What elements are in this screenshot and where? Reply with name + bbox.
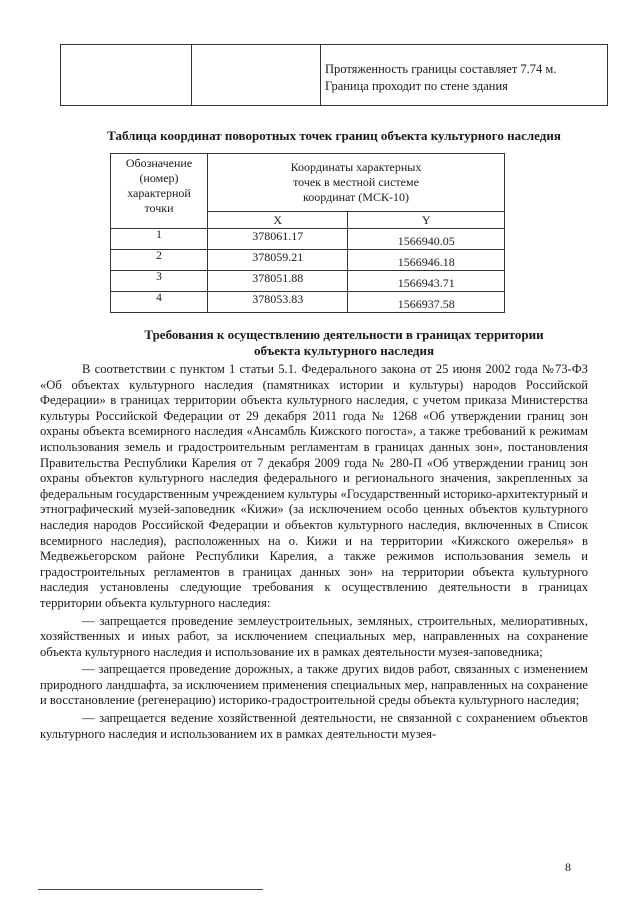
boundary-wall-text: Граница проходит по стене здания: [325, 79, 508, 93]
table-row: [111, 229, 505, 250]
x-coordinate: 378059.21: [208, 250, 348, 271]
y-coordinate: 1566940.05: [348, 229, 505, 250]
coordinates-table: [110, 153, 505, 313]
point-number: 4: [111, 292, 208, 313]
table-row: [111, 250, 505, 271]
y-coordinate: 1566946.18: [348, 250, 505, 271]
point-number: 2: [111, 250, 208, 271]
y-coordinate: 1566943.71: [348, 271, 505, 292]
boundary-description-cell: [321, 45, 608, 106]
coord-table-title: Таблица координат поворотных точек границ объекта культурного наследия: [107, 128, 561, 143]
header-x: X: [208, 212, 348, 229]
requirements-body: [40, 362, 588, 742]
point-number: 1: [111, 229, 208, 250]
legal-basis-paragraph: В соответствии с пунктом 1 статьи 5.1. Федерального закона от 25 июня 2002 года №73-ФЗ «Об объектах культурного наследия (памятниках истории и культуры) народов Российской Федерации» в границах территории объекта культурного наследия, с учетом приказа Министерства культуры Российской Федерации от 29 декабря 2011 года № 1268 «Об утверждении границ зон охраны объекта всемирного наследия «Ансамбль Кижского погоста», а также требований к режимам использования земель и градостроительным регламентам в границах данных зон», постановления Правительства Республики Карелия от 7 декабря 2009 года № 280-П «Об утверждении границ зон охраны объектов культурного наследия федерального и регионального значения, закрепленных за федеральным государственным учреждением культуры «Государственный историко-архитектурный и этнографический музей-заповедник «Кижи» (за исключением особо ценных объектов культурного наследия народов Российской Федерации и объектов культурного наследия, включенных в Список всемирного наследия), расположенных на о. Кижи и на территории «Кижского ожерелья» в Медвежьегорском районе Республики Карелия, а также режимов использования земель и градостроительных регламентов в границах данных зон» на территории объекта культурного наследия установлены следующие требования к осуществлению деятельности в границах территории объекта культурного наследия:: [40, 362, 588, 610]
header-coordinates: Координаты характерных точек в местной системе координат (МСК-10): [208, 154, 505, 212]
table-row: [111, 292, 505, 313]
y-coordinate: 1566937.58: [348, 292, 505, 313]
header-y: Y: [348, 212, 505, 229]
x-coordinate: 378051.88: [208, 271, 348, 292]
empty-cell-2: [192, 45, 321, 106]
empty-cell-1: [61, 45, 192, 106]
boundary-description-table: [60, 44, 608, 106]
requirements-section-title: Требования к осуществлению деятельности в границах территории объекта культурного наследия: [144, 327, 544, 358]
requirement-item-3: — запрещается ведение хозяйственной деятельности, не связанной с сохранением объектов культурного наследия и использованием их в рамках деятельности музея-: [40, 711, 588, 741]
requirement-item-1: — запрещается проведение землеустроительных, земляных, строительных, мелиоративных, хозяйственных и иных работ, за исключением специальных мер, направленных на сохранение объекта культурного наследия и использование их в рамках деятельности музея-заповедника;: [40, 613, 588, 659]
page-number: 8: [565, 860, 571, 874]
table-row: [111, 271, 505, 292]
point-number: 3: [111, 271, 208, 292]
x-coordinate: 378061.17: [208, 229, 348, 250]
requirement-item-2: — запрещается проведение дорожных, а также других видов работ, связанных с изменением природного ландшафта, за исключением применения специальных мер, направленных на сохранение и восстановление (регенерацию) историко-градостроительной среды объекта культурного наследия;: [40, 662, 588, 708]
header-point-number: Обозначение (номер) характерной точки: [111, 154, 208, 229]
x-coordinate: 378053.83: [208, 292, 348, 313]
footer-rule: [38, 889, 263, 890]
boundary-length-text: Протяженность границы составляет 7.74 м.: [325, 62, 557, 76]
